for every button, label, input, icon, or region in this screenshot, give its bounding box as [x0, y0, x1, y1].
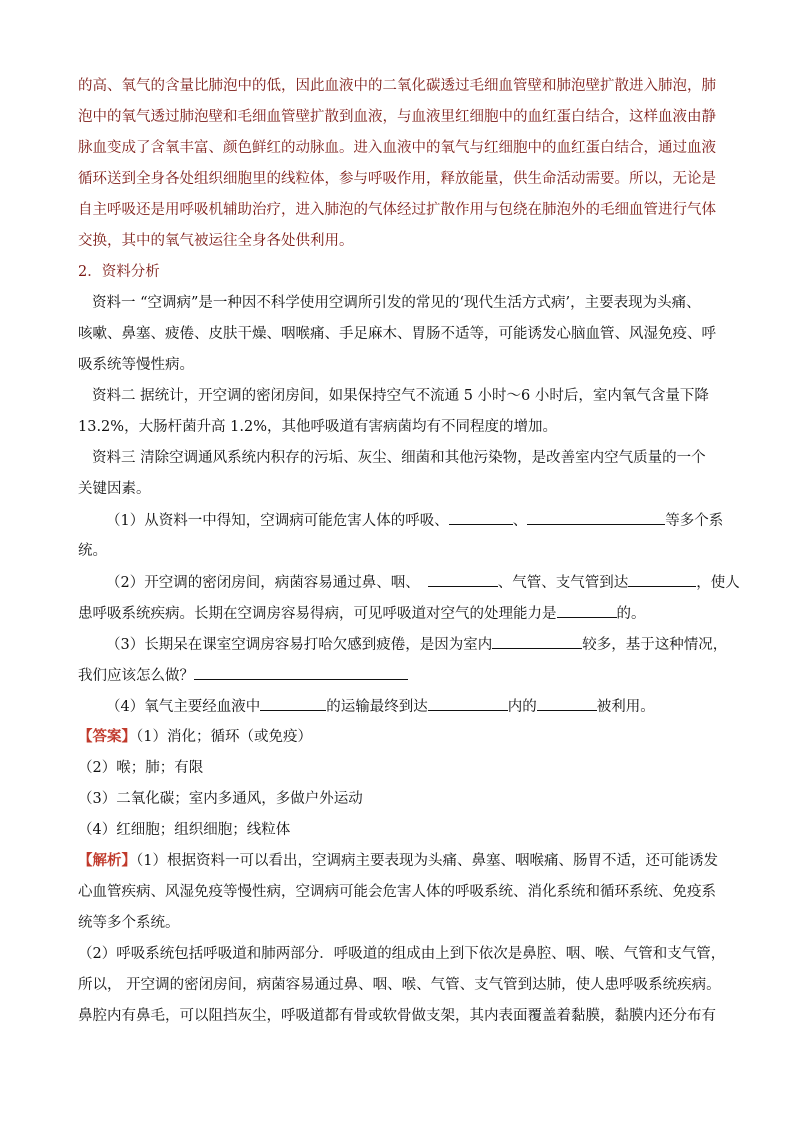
material-line: 13.2%，大肠杆菌升高 1.2%，其他呼吸道有害病菌均有不同程度的增加。: [78, 419, 558, 435]
intro-line: 的高、氧气的含量比肺泡中的低，因此血液中的二氧化碳透过毛细血管壁和肺泡壁扩散进入肺泡，肺: [78, 78, 716, 94]
answer-line: （3）二氧化碳；室内多通风，多做户外运动: [78, 791, 363, 807]
question-text: 、: [512, 513, 528, 529]
section-title: 2．资料分析: [78, 264, 160, 280]
question-text: 我们应该怎么做？: [78, 668, 194, 684]
answer-blank: [260, 696, 326, 711]
analysis-line: 心血管疾病、风湿免疫等慢性病，空调病可能会危害人体的呼吸系统、消化系统和循环系统、免疫系: [78, 884, 716, 900]
answer-blank: [194, 665, 408, 680]
question-line: [106, 572, 740, 593]
answer-line: [78, 727, 312, 747]
question-text: 内的: [507, 699, 537, 715]
answer-blank: [492, 634, 582, 649]
question-line: [78, 665, 408, 686]
analysis-line: 所以， 开空调的密闭房间，病菌容易通过鼻、咽、喉、气管、支气管到达肺，使人患呼吸系统疾病。: [78, 977, 721, 993]
question-line: 统。: [78, 543, 107, 559]
answer-blank: [428, 572, 498, 587]
analysis-label: 【解析】: [78, 852, 136, 869]
question-text: （3）长期呆在课室空调房容易打哈欠感到疲倦，是因为室内: [106, 637, 493, 653]
intro-line: 交换，其中的氧气被运往全身各处供利用。: [78, 233, 354, 249]
intro-line: 脉血变成了含氧丰富、颜色鲜红的动脉血。进入血液中的氧气与红细胞中的血红蛋白结合，通过血液: [78, 140, 716, 156]
question-line: [106, 634, 727, 655]
answer-line: （2）喉；肺；有限: [78, 760, 204, 776]
material-line: 资料三 清除空调通风系统内积存的污垢、灰尘、细菌和其他污染物，是改善室内空气质量的一个: [92, 450, 706, 466]
question-text: 被利用。: [596, 699, 655, 715]
question-line: [106, 510, 723, 531]
question-text: 的。: [616, 606, 646, 622]
answer-blank: [428, 696, 508, 711]
intro-line: 自主呼吸还是用呼吸机辅助治疗，进入肺泡的气体经过扩散作用与包绕在肺泡外的毛细血管进行气体: [78, 202, 716, 218]
question-text: （4）氧气主要经血液中: [106, 699, 261, 715]
material-line: 资料一 “空调病”是一种因不科学使用空调所引发的常见的‘现代生活方式病’，主要表现为头痛、: [92, 295, 701, 311]
question-text: （2）开空调的密闭房间，病菌容易通过鼻、咽、: [106, 575, 420, 591]
material-line: 资料二 据统计，开空调的密闭房间，如果保持空气不流通 5 小时～6 小时后，室内氧气含量下降: [92, 388, 709, 404]
answer-line: （4）红细胞；组织细胞；线粒体: [78, 822, 291, 838]
material-line: 吸系统等慢性病。: [78, 357, 194, 373]
answer-blank: [527, 510, 665, 525]
analysis-line: [78, 851, 718, 871]
answer-blank: [628, 572, 696, 587]
question-text: （1）从资料一中得知，空调病可能危害人体的呼吸、: [106, 513, 449, 529]
analysis-line: 鼻腔内有鼻毛，可以阻挡灰尘，呼吸道都有骨或软骨做支架，其内表面覆盖着黏膜，黏膜内还分布有: [78, 1008, 716, 1024]
question-line: [78, 603, 646, 624]
analysis-text: （1）根据资料一可以看出，空调病主要表现为头痛、鼻塞、咽喉痛、肠胃不适，还可能诱发: [136, 853, 718, 869]
question-text: 等多个系: [665, 513, 724, 529]
answer-text: （1）消化；循环（或免疫）: [136, 729, 312, 745]
material-line: 咳嗽、鼻塞、疲倦、皮肤干燥、咽喉痛、手足麻木、胃肠不适等，可能诱发心脑血管、风湿免疫、呼: [78, 326, 716, 342]
analysis-line: （2）呼吸系统包括呼吸道和肺两部分．呼吸道的组成由上到下依次是鼻腔、咽、喉、气管和支气管，: [78, 946, 726, 962]
intro-line: 循环送到全身各处组织细胞里的线粒体，参与呼吸作用，释放能量，供生命活动需要。所以，无论是: [78, 171, 716, 187]
analysis-line: 统等多个系统。: [78, 915, 180, 931]
question-text: 患呼吸系统疾病。长期在空调房容易得病，可见呼吸道对空气的处理能力是: [78, 606, 557, 622]
question-text: 较多，基于这种情况，: [582, 637, 728, 653]
intro-line: 泡中的氧气透过肺泡壁和毛细血管壁扩散到血液，与血液里红细胞中的血红蛋白结合，这样血液由静: [78, 109, 716, 125]
question-text: 的运输最终到达: [326, 699, 428, 715]
answer-blank: [449, 510, 513, 525]
material-line: 关键因素。: [78, 481, 151, 497]
answer-blank: [557, 603, 617, 618]
question-line: [106, 696, 655, 717]
answer-label: 【答案】: [78, 728, 136, 745]
question-text: 、气管、支气管到达: [497, 575, 629, 591]
question-text: ，使人: [696, 575, 740, 591]
answer-blank: [537, 696, 597, 711]
